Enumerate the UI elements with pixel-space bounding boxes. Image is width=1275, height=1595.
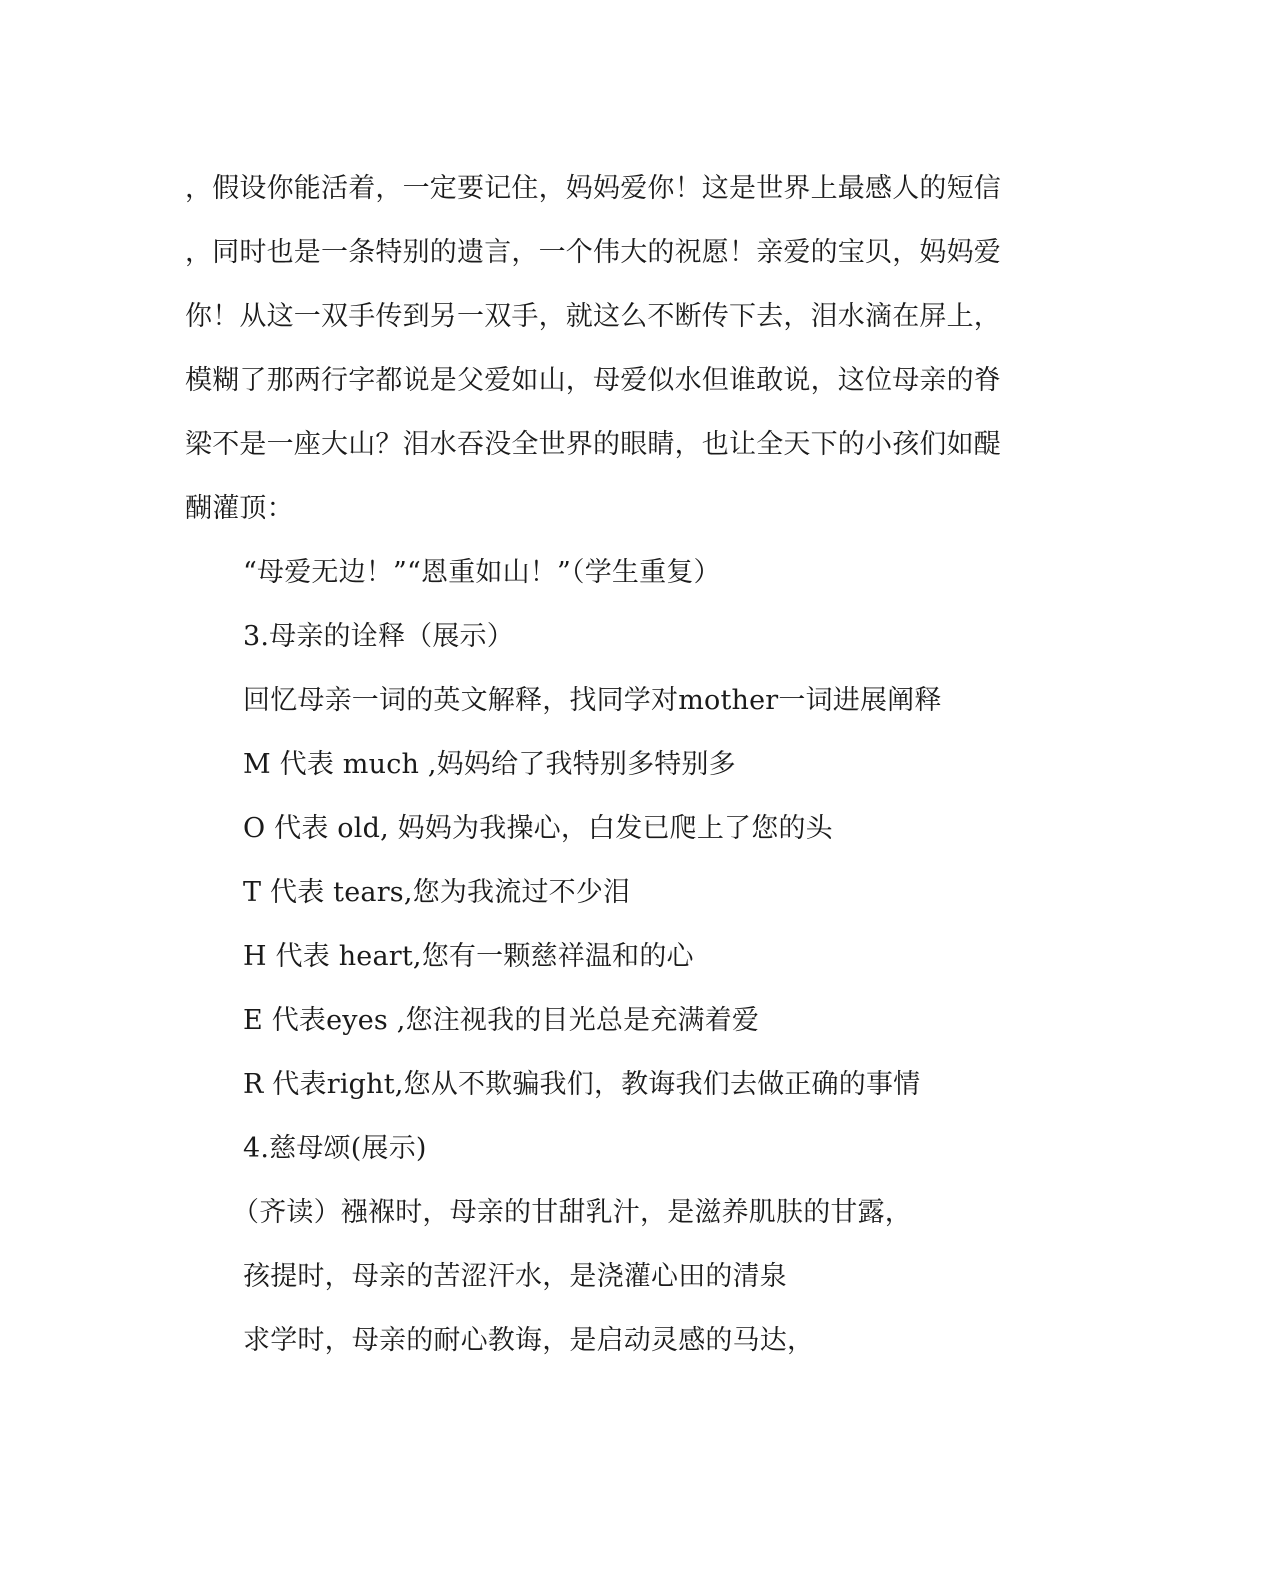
quote-line: “母爱无边！”“恩重如山！”（学生重复）: [243, 557, 721, 588]
paragraph-line: ，同时也是一条特别的遗言，一个伟大的祝愿！亲爱的宝贝，妈妈爱: [185, 237, 1001, 268]
section-intro: 回忆母亲一词的英文解释，找同学对mother一词进展阐释: [243, 685, 942, 716]
poem-line: 求学时，母亲的耐心教诲，是启动灵感的马达，: [243, 1325, 815, 1356]
paragraph-line: 模糊了那两行字都说是父爱如山，母爱似水但谁敢说，这位母亲的脊: [185, 365, 1001, 396]
mother-letter-line: T 代表 tears,您为我流过不少泪: [243, 877, 631, 908]
paragraph-line: 你！从这一双手传到另一双手，就这么不断传下去，泪水滴在屏上，: [185, 301, 1001, 332]
mother-letter-line: H 代表 heart,您有一颗慈祥温和的心: [243, 941, 694, 972]
section-heading: 3.母亲的诠释（展示）: [243, 621, 514, 652]
mother-letter-line: R 代表right,您从不欺骗我们，教诲我们去做正确的事情: [243, 1069, 921, 1100]
mother-letter-line: O 代表 old, 妈妈为我操心，白发已爬上了您的头: [243, 813, 833, 844]
poem-line: （齐读）襁褓时，母亲的甘甜乳汁，是滋养肌肤的甘露，: [232, 1197, 912, 1228]
paragraph-line: 梁不是一座大山？泪水吞没全世界的眼睛，也让全天下的小孩们如醍: [185, 429, 1001, 460]
mother-letter-line: E 代表eyes ,您注视我的目光总是充满着爱: [243, 1005, 760, 1036]
paragraph-line: ，假设你能活着，一定要记住，妈妈爱你！这是世界上最感人的短信: [185, 173, 1001, 204]
paragraph-line: 醐灌顶：: [185, 493, 294, 524]
section-heading: 4.慈母颂(展示): [243, 1133, 427, 1164]
poem-line: 孩提时，母亲的苦涩汗水，是浇灌心田的清泉: [243, 1261, 787, 1292]
mother-letter-line: M 代表 much ,妈妈给了我特别多特别多: [243, 749, 736, 780]
